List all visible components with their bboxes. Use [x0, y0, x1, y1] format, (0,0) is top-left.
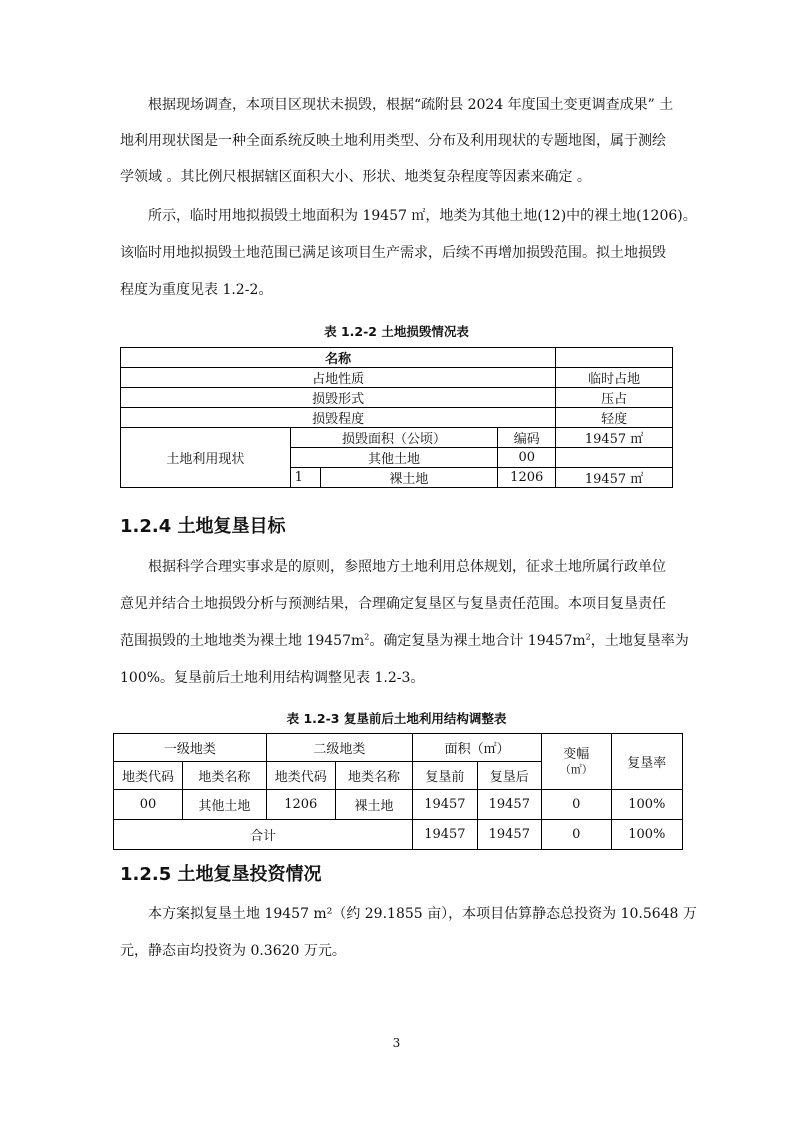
para3-line3: 范围损毁的土地地类为裸土地 $19457m^2$。确定复垦为裸土地合计 $19457m^2$，土地复垦率为 — [120, 632, 689, 649]
h-level1: 一级地类 — [114, 734, 267, 762]
page-number: 3 — [392, 1036, 401, 1050]
bare-area: 19457 ㎡ — [556, 468, 673, 488]
para2-line1: 所示，临时用地拟损毁土地面积为 19457 ㎡，地类为其他土地(12)中的裸土地(1206)。 — [148, 208, 697, 224]
para2-line3: 程度为重度见表 1.2-2。 — [120, 282, 273, 298]
row-change: 0 — [542, 790, 612, 820]
land-use-label: 土地利用现状 — [121, 428, 291, 488]
table1-row-label: 损毁形式 — [121, 388, 556, 408]
row-after: 19457 — [477, 790, 541, 820]
row-code2: 1206 — [266, 790, 335, 820]
h-area: 面积（㎡） — [413, 734, 542, 762]
row-index: 1 — [290, 468, 320, 488]
para1-line1: 根据现场调查，本项目区现状未损毁，根据“疏附县 2024 年度国土变更调查成果” 土 — [148, 97, 674, 113]
h-change: 变幅 （㎡） — [542, 734, 612, 790]
h-rate: 复垦率 — [611, 734, 682, 790]
total-change: 0 — [542, 820, 612, 850]
total-rate: 100% — [611, 820, 682, 850]
table2-caption: 表 1.2-3 复垦前后土地利用结构调整表 — [286, 711, 507, 726]
total-after: 19457 — [477, 820, 541, 850]
other-code: 00 — [498, 448, 556, 468]
para4-line2: 元，静态亩均投资为 0.3620 万元。 — [120, 943, 346, 959]
table1-header-empty — [556, 348, 673, 368]
row-name2: 裸土地 — [335, 790, 412, 820]
para2-line2: 该临时用地拟损毁土地范围已满足该项目生产需求，后续不再增加损毁范围。拟土地损毁 — [120, 245, 666, 261]
table1-row-value: 临时占地 — [556, 368, 673, 388]
para1-line2: 地利用现状图是一种全面系统反映土地利用类型、分布及利用现状的专题地图，属于测绘 — [120, 133, 666, 149]
table1-caption: 表 1.2-2 土地损毁情况表 — [324, 324, 469, 339]
area-header: 损毁面积（公顷） — [290, 428, 498, 448]
area-value: 19457 ㎡ — [556, 428, 673, 448]
h-name2: 地类名称 — [335, 762, 412, 790]
h-level2: 二级地类 — [266, 734, 412, 762]
table1-row-label: 损毁程度 — [121, 408, 556, 428]
row-name1: 其他土地 — [183, 790, 267, 820]
total-before: 19457 — [413, 820, 477, 850]
structure-table — [113, 733, 683, 850]
damage-table — [120, 347, 673, 488]
table1-row-value: 压占 — [556, 388, 673, 408]
table1-row-value: 轻度 — [556, 408, 673, 428]
para3-line2: 意见并结合土地损毁分析与预测结果，合理确定复垦区与复垦责任范围。本项目复垦责任 — [120, 596, 666, 612]
other-land: 其他土地 — [290, 448, 498, 468]
row-rate: 100% — [611, 790, 682, 820]
para1-line3: 学领域 。其比例尺根据辖区面积大小、形状、地类复杂程度等因素来确定 。 — [120, 169, 591, 185]
bare-land: 裸土地 — [320, 468, 498, 488]
section-title: 1.2.4 土地复垦目标 — [120, 516, 286, 537]
row-before: 19457 — [413, 790, 477, 820]
para3-line1: 根据科学合理实事求是的原则，参照地方土地利用总体规划，征求土地所属行政单位 — [148, 559, 666, 575]
row-code1: 00 — [114, 790, 183, 820]
h-code1: 地类代码 — [114, 762, 183, 790]
total-label: 合计 — [114, 820, 413, 850]
para3-line4: 100%。复垦前后土地利用结构调整见表 1.2-3。 — [120, 670, 425, 686]
h-name1: 地类名称 — [183, 762, 267, 790]
section-title: 1.2.5 土地复垦投资情况 — [120, 864, 322, 885]
para4-line1: 本方案拟复垦土地 19457 m²（约 29.1855 亩），本项目估算静态总投资为 10.5648 万 — [148, 906, 697, 922]
table1-row-label: 占地性质 — [121, 368, 556, 388]
table1-header: 名称 — [121, 348, 556, 368]
h-after: 复垦后 — [477, 762, 541, 790]
bare-code: 1206 — [498, 468, 556, 488]
h-code2: 地类代码 — [266, 762, 335, 790]
other-area-empty — [556, 448, 673, 468]
code-header: 编码 — [498, 428, 556, 448]
h-before: 复垦前 — [413, 762, 477, 790]
